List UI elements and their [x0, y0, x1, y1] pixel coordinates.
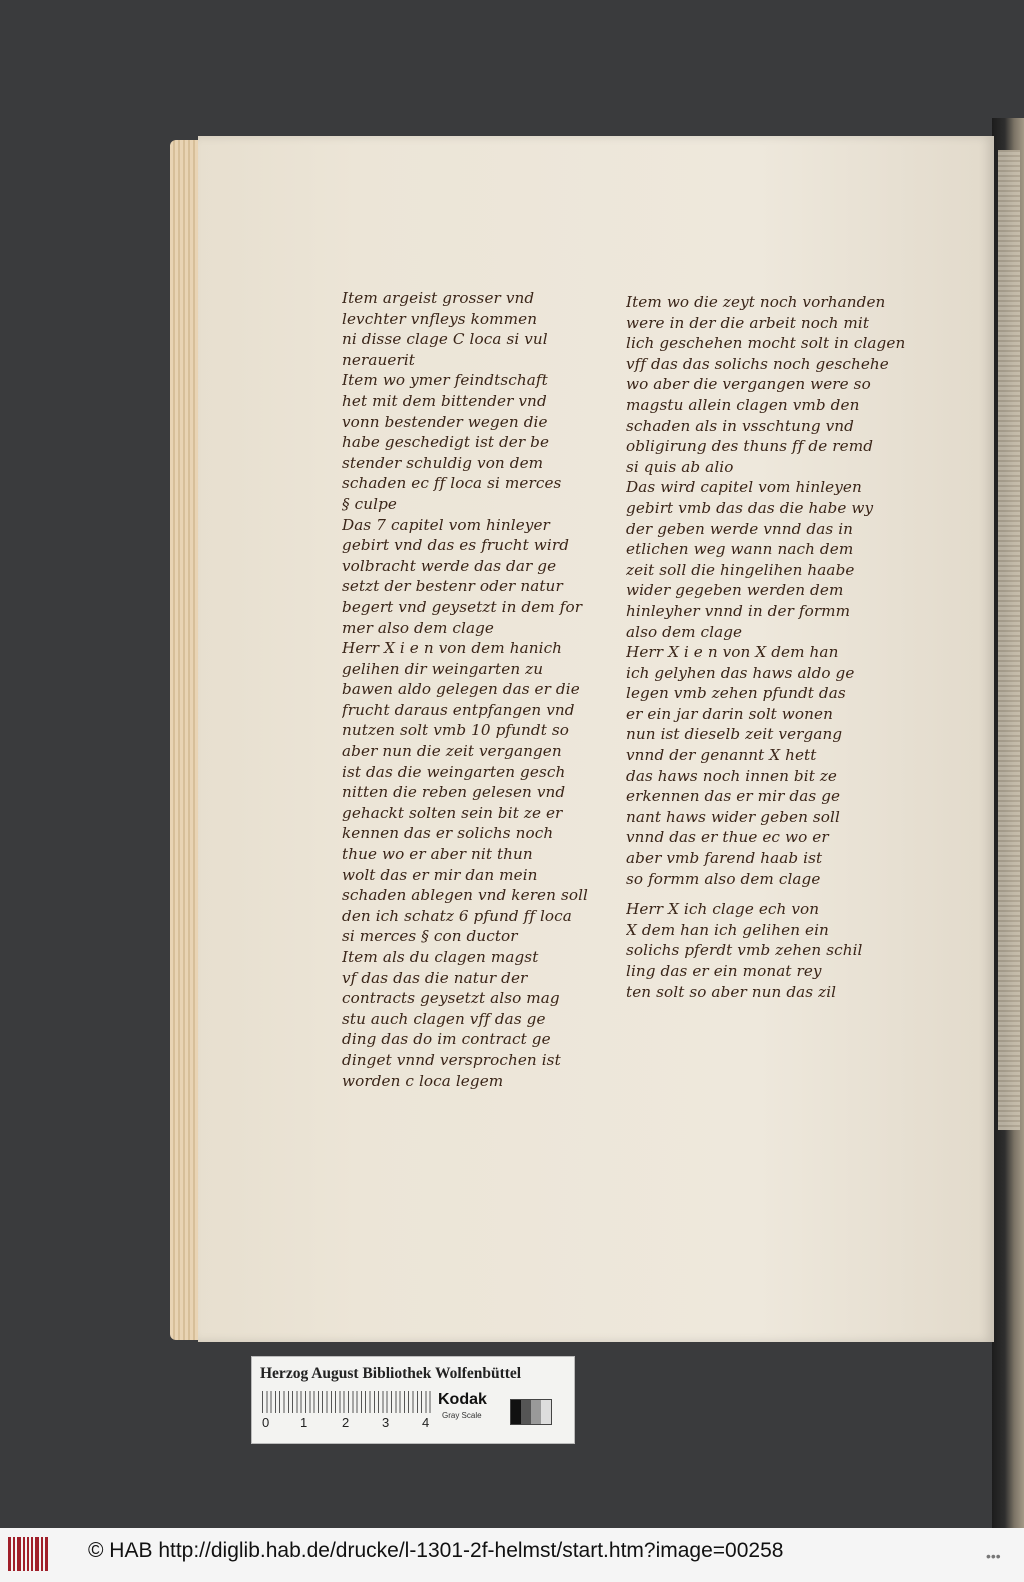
text-line: ling das er ein monat rey: [626, 962, 822, 980]
text-line: levchter vnfleys kommen: [342, 309, 538, 328]
text-line: schaden ec ff loca si merces: [342, 474, 562, 493]
text-line: stender schuldig von dem: [342, 453, 544, 472]
text-line: gehackt solten sein bit ze er: [342, 803, 563, 822]
text-line: den ich schatz 6 pfund ff loca: [342, 906, 572, 925]
text-line: ich gelyhen das haws aldo ge: [626, 663, 855, 682]
footer-bar: [0, 1528, 1024, 1582]
right-text-column: [626, 292, 926, 1002]
text-line: vnnd der genannt X hett: [626, 746, 817, 765]
text-line: nerauerit: [342, 350, 415, 369]
facing-page-edge: [998, 150, 1020, 1130]
library-name: Herzog August Bibliothek Wolfenbüttel: [260, 1365, 522, 1382]
text-line: vff das das solichs noch geschehe: [626, 354, 889, 373]
text-line: gebirt vnd das es frucht wird: [342, 536, 570, 555]
text-line: aber nun die zeit vergangen: [342, 742, 562, 761]
text-line: mer also dem clage: [342, 618, 495, 637]
text-line: worden c loca legem: [342, 1071, 504, 1090]
text-line: Herr X ich clage ech von: [626, 900, 820, 919]
text-line: contracts geysetzt also mag: [342, 989, 560, 1008]
text-line: si merces § con ductor: [342, 927, 518, 946]
text-line: habe geschedigt ist der be: [342, 433, 550, 452]
text-line: wider gegeben werden dem: [626, 581, 844, 600]
text-line: ni disse clage C loca si vul: [342, 330, 548, 349]
text-line: Item als du clagen magst: [342, 948, 539, 966]
text-line: thue wo er aber nit thun: [342, 845, 533, 864]
text-line: § culpe: [342, 494, 397, 513]
kodak-logo: Kodak: [438, 1391, 487, 1408]
text-line: also dem clage: [626, 622, 743, 641]
text-line: kennen das er solichs noch: [342, 824, 554, 843]
text-line: were in der die arbeit noch mit: [626, 313, 870, 332]
text-line: hinleyher vnnd in der formm: [626, 601, 851, 620]
ruler-number: 1: [300, 1415, 308, 1430]
copyright-link[interactable]: © HAB http://diglib.hab.de/drucke/l-1301-2f-helmst/start.htm?image=00258: [88, 1539, 784, 1562]
swatch-black: [511, 1400, 521, 1424]
text-line: schaden ablegen vnd keren soll: [342, 886, 589, 905]
swatch-light: [541, 1400, 551, 1424]
text-line: volbracht werde das dar ge: [342, 556, 557, 575]
text-line: ding das do im contract ge: [342, 1030, 551, 1049]
text-line: Herr X i e n von X dem han: [626, 643, 839, 662]
text-line: Item wo die zeyt noch vorhanden: [626, 293, 886, 311]
ruler-number: 4: [422, 1415, 430, 1430]
text-line: etlichen weg wann nach dem: [626, 540, 854, 559]
text-line: wo aber die vergangen were so: [626, 375, 871, 394]
ruler-number: 3: [382, 1415, 390, 1430]
text-line: vf das das die natur der: [342, 968, 528, 987]
text-line: wolt das er mir dan mein: [342, 865, 538, 884]
swatch-mid: [531, 1400, 541, 1424]
gray-scale-label: Gray Scale: [442, 1411, 482, 1420]
text-line: dinget vnnd versprochen ist: [342, 1050, 561, 1069]
text-line: ten solt so aber nun das zil: [626, 982, 837, 1001]
swatch-dark: [521, 1400, 531, 1424]
text-line: ist das die weingarten gesch: [342, 762, 566, 781]
text-line: nutzen solt vmb 10 pfundt so: [342, 721, 569, 740]
text-line: stu auch clagen vff das ge: [342, 1009, 546, 1028]
gray-swatches: [510, 1399, 552, 1425]
more-menu-icon[interactable]: •••: [986, 1548, 1001, 1564]
text-line: setzt der bestenr oder natur: [342, 577, 563, 596]
paragraph-gap: [626, 889, 926, 899]
scale-ruler: [262, 1391, 434, 1413]
text-line: Das wird capitel vom hinleyen: [626, 478, 862, 497]
text-line: Item argeist grosser vnd: [342, 289, 535, 307]
ruler-number: 2: [342, 1415, 350, 1430]
text-line: das haws noch innen bit ze: [626, 766, 838, 785]
text-line: begert vnd geysetzt in dem for: [342, 597, 583, 616]
text-line: gelihen dir weingarten zu: [342, 659, 544, 678]
hab-logo-icon: [8, 1537, 48, 1571]
text-line: der geben werde vnnd das in: [626, 519, 854, 538]
text-line: obligirung des thuns ff de remd: [626, 437, 874, 456]
ruler-number: 0: [262, 1415, 270, 1430]
text-line: gebirt vmb das das die habe wy: [626, 498, 874, 517]
text-line: Das 7 capitel vom hinleyer: [342, 515, 550, 534]
left-text-column: [342, 288, 604, 1091]
text-line: Herr X i e n von dem hanich: [342, 639, 563, 658]
text-line: vonn bestender wegen die: [342, 412, 548, 431]
text-line: so formm also dem clage: [626, 869, 821, 888]
text-line: bawen aldo gelegen das er die: [342, 680, 580, 699]
text-line: magstu allein clagen vmb den: [626, 395, 860, 414]
text-line: aber vmb farend haab ist: [626, 849, 823, 868]
text-line: frucht daraus entpfangen vnd: [342, 700, 575, 719]
text-line: vnnd das er thue ec wo er: [626, 828, 829, 847]
text-line: si quis ab alio: [626, 457, 734, 476]
text-line: er ein jar darin solt wonen: [626, 704, 834, 723]
text-line: het mit dem bittender vnd: [342, 391, 547, 410]
text-line: lich geschehen mocht solt in clagen: [626, 334, 906, 353]
text-line: nant haws wider geben soll: [626, 807, 840, 826]
text-line: erkennen das er mir das ge: [626, 787, 841, 806]
color-reference-card: [251, 1356, 575, 1444]
text-line: X dem han ich gelihen ein: [626, 920, 829, 939]
text-line: nun ist dieselb zeit vergang: [626, 725, 843, 744]
text-line: nitten die reben gelesen vnd: [342, 783, 566, 802]
text-line: solichs pferdt vmb zehen schil: [626, 941, 863, 960]
text-line: legen vmb zehen pfundt das: [626, 684, 846, 703]
text-line: schaden als in vsschtung vnd: [626, 416, 855, 435]
text-line: Item wo ymer feindtschaft: [342, 371, 548, 390]
text-line: zeit soll die hingelihen haabe: [626, 560, 855, 579]
